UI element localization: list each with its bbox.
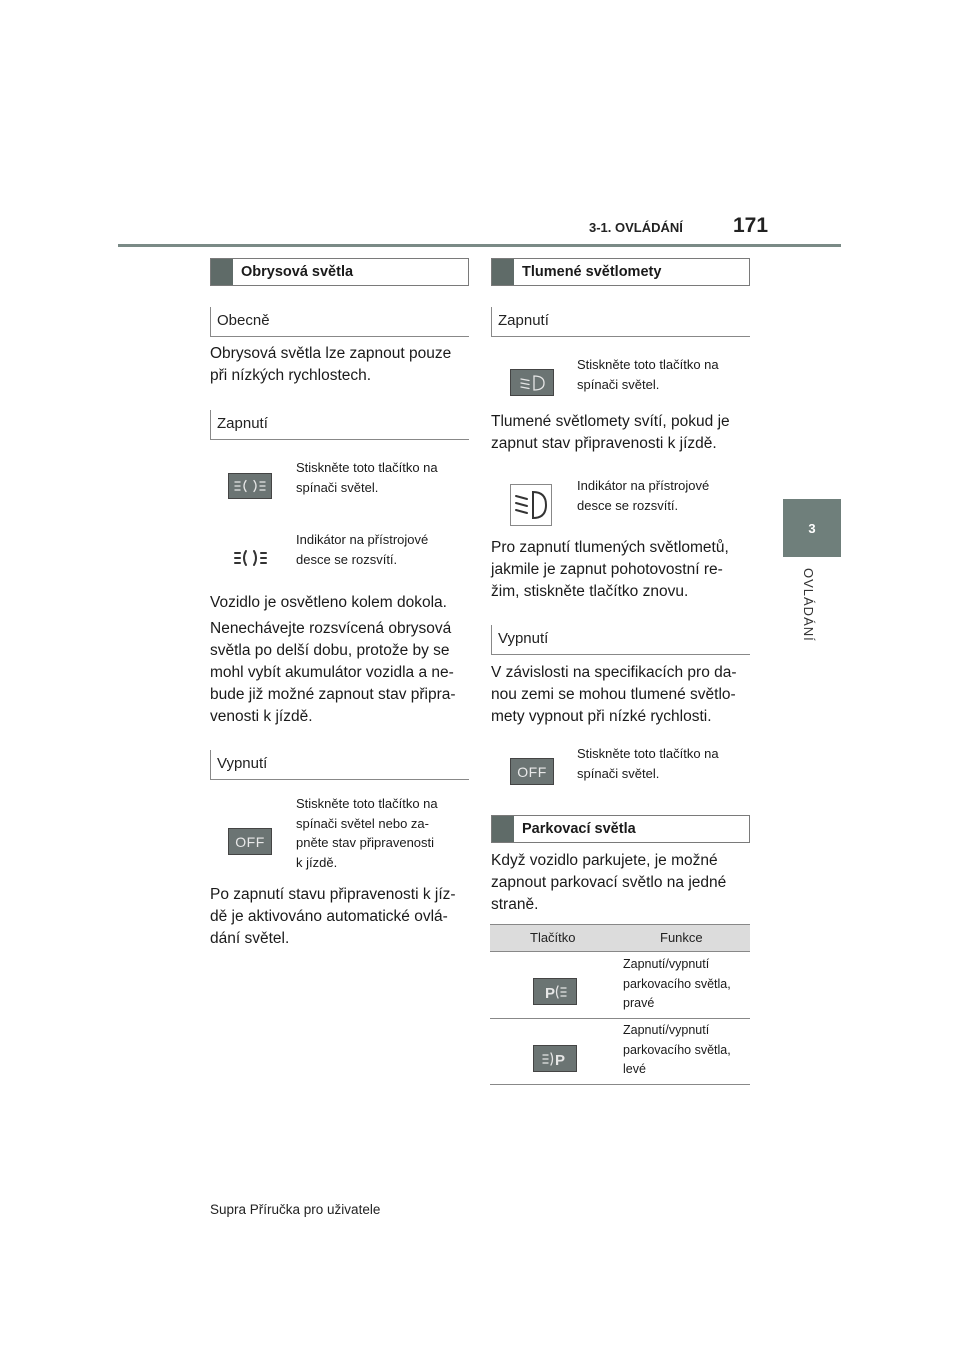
off-button-label: OFF <box>517 763 547 780</box>
table-row-function: Zapnutí/vypnutí parkovacího světla, levé <box>623 1023 731 1076</box>
parking-right-button[interactable] <box>533 978 577 1005</box>
section-heading: Tlumené světlomety <box>522 264 662 280</box>
subheading-general <box>210 307 469 337</box>
step-indicator: Indikátor na přístrojové desce se rozsvítí. <box>577 478 710 513</box>
parking-lights-indicator-icon <box>234 548 270 568</box>
subheading-text: Vypnutí <box>217 755 268 772</box>
table-header <box>490 924 750 952</box>
general-paragraph: Obrysová světla lze zapnout pouze při nízkých rychlostech. <box>210 345 452 384</box>
section-marker <box>211 259 233 285</box>
subheading-off <box>491 625 750 655</box>
chapter-label: OVLÁDÁNÍ <box>801 568 816 642</box>
section-parking-lights-header <box>210 258 469 286</box>
section-heading: Obrysová světla <box>241 264 354 280</box>
table-row-divider <box>490 1018 750 1019</box>
low-beam-indicator <box>510 484 552 526</box>
step-off: Stiskněte toto tlačítko na spínači světel nebo za- pněte stav připravenosti k jízdě. <box>296 796 438 870</box>
table-row-function: Zapnutí/vypnutí parkovacího světla, pravé <box>623 957 731 1010</box>
parking-lights-button[interactable] <box>228 473 272 499</box>
low-beam-icon <box>517 374 547 392</box>
parking-paragraph: Když vozidlo parkujete, je možné zapnout parkovací světlo na jedné straně. <box>491 852 727 913</box>
off-button[interactable] <box>228 828 272 855</box>
header-rule <box>118 244 841 247</box>
step-off: Stiskněte toto tlačítko na spínači světel. <box>577 746 719 781</box>
subheading-text: Vypnutí <box>498 630 549 647</box>
column-header-button: Tlačítko <box>530 930 576 945</box>
section-low-beam-header <box>491 258 750 286</box>
section-marker <box>492 816 514 842</box>
warning-paragraph: Nenechávejte rozsvícená obrysová světla po delší dobu, protože by se mohl vybít akumulátor vozidla a ne- bude již možné zapnout stav připra- venosti k jízdě. <box>210 620 456 725</box>
column-header-function: Funkce <box>660 930 703 945</box>
auto-paragraph: Po zapnutí stavu připravenosti k jíz- dě je aktivováno automatické ovlá- dání světel. <box>210 886 456 947</box>
parking-light-right-icon <box>540 983 570 1001</box>
section-parking-header <box>491 815 750 843</box>
section-heading: Parkovací světla <box>522 821 636 837</box>
step-press-button: Stiskněte toto tlačítko na spínači světel. <box>296 460 438 495</box>
page-number: 171 <box>733 214 769 237</box>
subheading-on <box>491 307 750 337</box>
section-title: 3-1. OVLÁDÁNÍ <box>589 220 683 235</box>
low-beam-indicator-icon <box>510 484 552 526</box>
step-indicator: Indikátor na přístrojové desce se rozsvítí. <box>296 532 429 567</box>
off-button[interactable] <box>510 758 554 785</box>
section-marker <box>492 259 514 285</box>
low-beam-button[interactable] <box>510 369 554 396</box>
low-beam-on-paragraph: Tlumené světlomety svítí, pokud je zapnut stav připravenosti k jízdě. <box>491 413 730 452</box>
parking-lights-icon <box>233 478 267 494</box>
lit-paragraph: Vozidlo je osvětleno kolem dokola. <box>210 594 447 611</box>
subheading-text: Obecně <box>217 312 270 329</box>
parking-lights-indicator <box>234 548 270 570</box>
parking-left-button[interactable] <box>533 1045 577 1072</box>
again-paragraph: Pro zapnutí tlumených světlometů, jakmile je zapnut pohotovostní re- žim, stiskněte tlačítko znovu. <box>491 539 729 600</box>
svg-text:P: P <box>545 984 556 1001</box>
subheading-text: Zapnutí <box>217 415 268 432</box>
off-button-label: OFF <box>235 833 265 850</box>
chapter-number: 3 <box>808 520 816 536</box>
parking-light-left-icon <box>540 1050 570 1068</box>
footer-title: Supra Příručka pro uživatele <box>210 1202 381 1217</box>
subheading-on <box>210 410 469 440</box>
off-paragraph: V závislosti na specifikacích pro da- nou zemi se mohou tlumené světlo- mety vypnout při nízké rychlosti. <box>491 664 737 725</box>
table-bottom-rule <box>490 1084 750 1085</box>
svg-text:P: P <box>555 1051 566 1068</box>
subheading-off <box>210 750 469 780</box>
step-press-button: Stiskněte toto tlačítko na spínači světel. <box>577 357 719 392</box>
chapter-tab <box>783 499 841 557</box>
subheading-text: Zapnutí <box>498 312 549 329</box>
